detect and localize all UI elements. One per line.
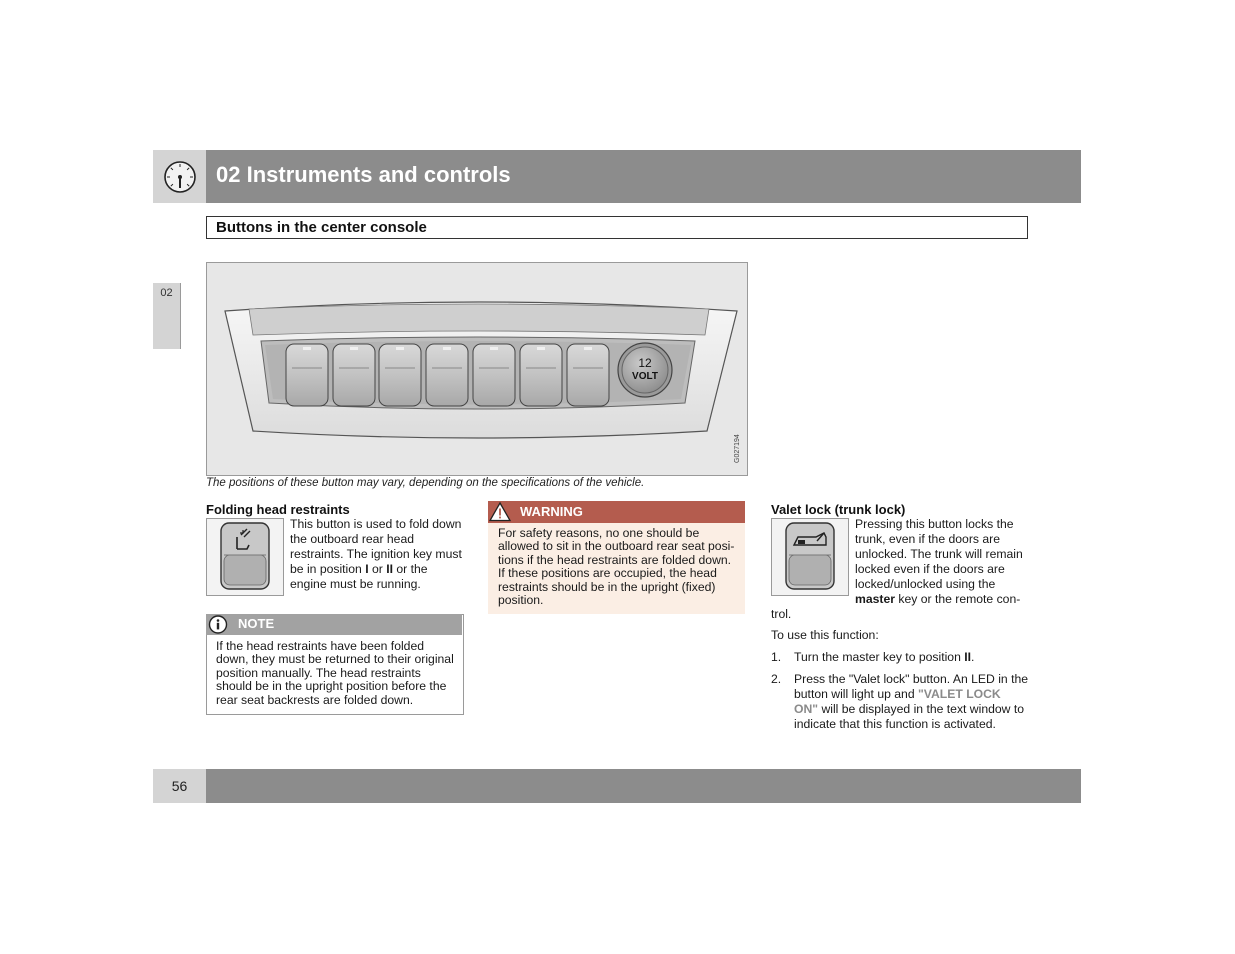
step-1-part: Turn the master key to position <box>794 650 965 664</box>
console-button <box>567 344 609 406</box>
section-title: Buttons in the center console <box>216 219 427 236</box>
note-line: If the head restraints have been folded <box>216 639 425 653</box>
step-2-part: button will light up and <box>794 687 918 701</box>
valet-line: unlocked. The trunk will remain <box>855 547 1023 561</box>
valet-heading: Valet lock (trunk lock) <box>771 502 906 517</box>
folding-line: the outboard rear head <box>290 532 414 546</box>
side-tab-label: 02 <box>160 287 173 299</box>
folding-line: engine must be running. <box>290 577 421 591</box>
console-button <box>333 344 375 406</box>
head-restraint-icon <box>207 519 283 595</box>
valet-line: Pressing this button locks the <box>855 517 1014 531</box>
warning-line: If these positions are occupied, the head <box>498 566 717 581</box>
volt-label-bottom: VOLT <box>632 371 658 382</box>
step-2-line: Press the "Valet lock" button. An LED in the <box>794 672 1029 686</box>
volt-label-top: 12 <box>638 356 652 370</box>
12-volt-socket <box>618 343 672 397</box>
step-2-text <box>794 672 1028 732</box>
warning-triangle-icon <box>489 501 515 523</box>
folding-line: This button is used to fold down <box>290 517 462 531</box>
step-2-line <box>794 702 1028 717</box>
step-1-number: 1. <box>771 650 782 664</box>
step-1-position: II <box>964 650 972 664</box>
folding-line <box>290 562 468 577</box>
step-2-line: indicate that this function is activated. <box>794 717 996 731</box>
folding-heading: Folding head restraints <box>206 502 350 517</box>
warning-line: position. <box>498 593 544 608</box>
warning-line: For safety reasons, no one should be <box>498 526 700 540</box>
valet-text <box>855 517 1023 607</box>
trunk-lock-icon <box>772 519 848 595</box>
gauge-icon <box>153 150 206 203</box>
head-restraint-button-box <box>206 518 284 596</box>
valet-line-trol: trol. <box>771 607 792 621</box>
step-1-text <box>794 650 974 665</box>
step-2-number: 2. <box>771 672 782 686</box>
folding-text <box>290 517 468 592</box>
note-line: position manually. The head restraints <box>216 665 421 680</box>
valet-lock-display-text-end: ON" <box>794 702 819 716</box>
chapter-title: 02 Instruments and controls <box>216 162 511 187</box>
note-line: should be in the upright position before the <box>216 679 447 694</box>
console-button <box>379 344 421 406</box>
ignition-position-ii: II <box>386 562 393 576</box>
valet-line: trunk, even if the doors are <box>855 532 1000 546</box>
warning-text <box>498 527 734 607</box>
valet-lock-display-text: "VALET LOCK <box>918 687 1001 701</box>
folding-line: restraints. The ignition key must <box>290 547 462 561</box>
master-key-label: master <box>855 592 895 606</box>
info-icon <box>207 614 233 635</box>
center-console-illustration <box>207 263 747 475</box>
note-label: NOTE <box>238 616 275 631</box>
warning-label: WARNING <box>520 504 583 519</box>
center-console-figure <box>206 262 748 476</box>
valet-line: locked even if the doors are <box>855 562 1005 576</box>
figure-caption: The positions of these button may vary, depending on the specifications of the vehicle. <box>206 477 645 489</box>
note-line: rear seat backrests are folded down. <box>216 692 414 707</box>
folding-text-part: or <box>368 562 387 576</box>
folding-text-part: be in position <box>290 562 366 576</box>
valet-use-text: To use this function: <box>771 628 879 642</box>
ignition-position-i: I <box>365 562 369 576</box>
footer-bar <box>206 769 1081 803</box>
valet-text-part: key or the remote con- <box>894 592 1021 606</box>
step-2-line <box>794 687 1028 702</box>
step-2-part: will be displayed in the text window to <box>818 702 1025 716</box>
valet-line: locked/unlocked using the <box>855 577 996 591</box>
console-button <box>520 344 562 406</box>
page-number: 56 <box>171 778 188 794</box>
valet-line <box>855 592 1023 607</box>
step-1-part: . <box>971 650 975 664</box>
console-button <box>426 344 468 406</box>
console-button <box>473 344 515 406</box>
warning-line: tions if the head restraints are folded down. <box>498 552 732 567</box>
image-code: G027194 <box>734 434 741 463</box>
folding-text-part: or the <box>393 562 428 576</box>
note-line: down, they must be returned to their original <box>216 652 454 667</box>
valet-button-box <box>771 518 849 596</box>
chapter-icon-box <box>153 150 206 203</box>
warning-line: allowed to sit in the outboard rear seat posi- <box>498 539 735 554</box>
warning-line: restraints should be in the upright (fixed) <box>498 579 716 594</box>
console-button <box>286 344 328 406</box>
note-text <box>216 640 454 707</box>
